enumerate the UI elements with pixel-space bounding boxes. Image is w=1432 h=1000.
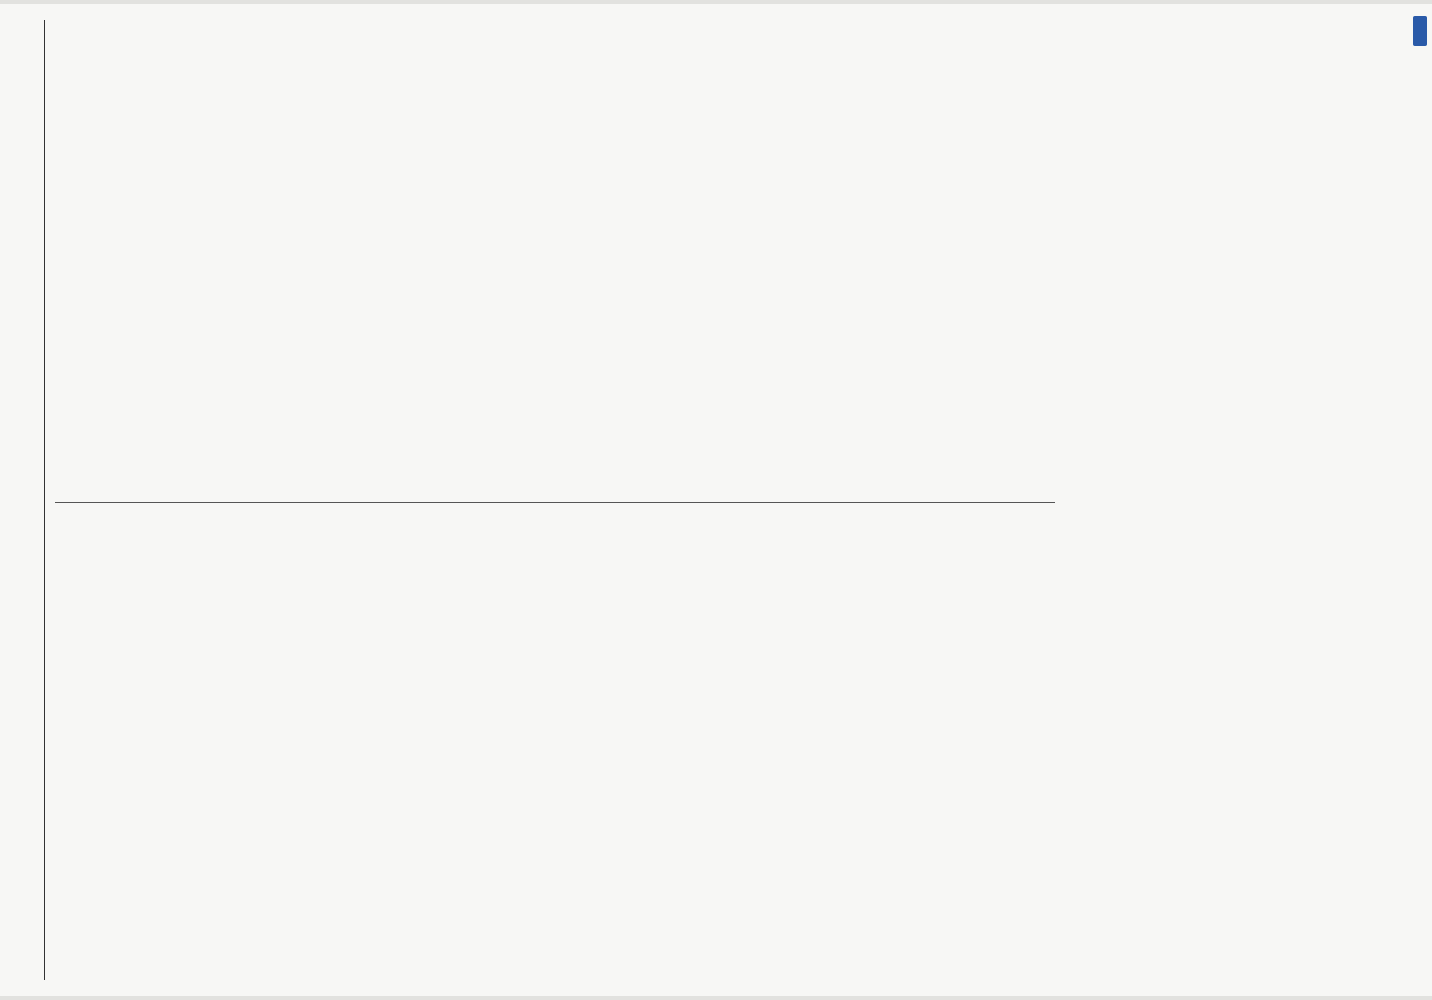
page-header (18, 20, 45, 980)
dfg-logo-icon (1413, 16, 1427, 46)
digitization-credit (1408, 100, 1428, 980)
column-divider (55, 502, 1055, 503)
